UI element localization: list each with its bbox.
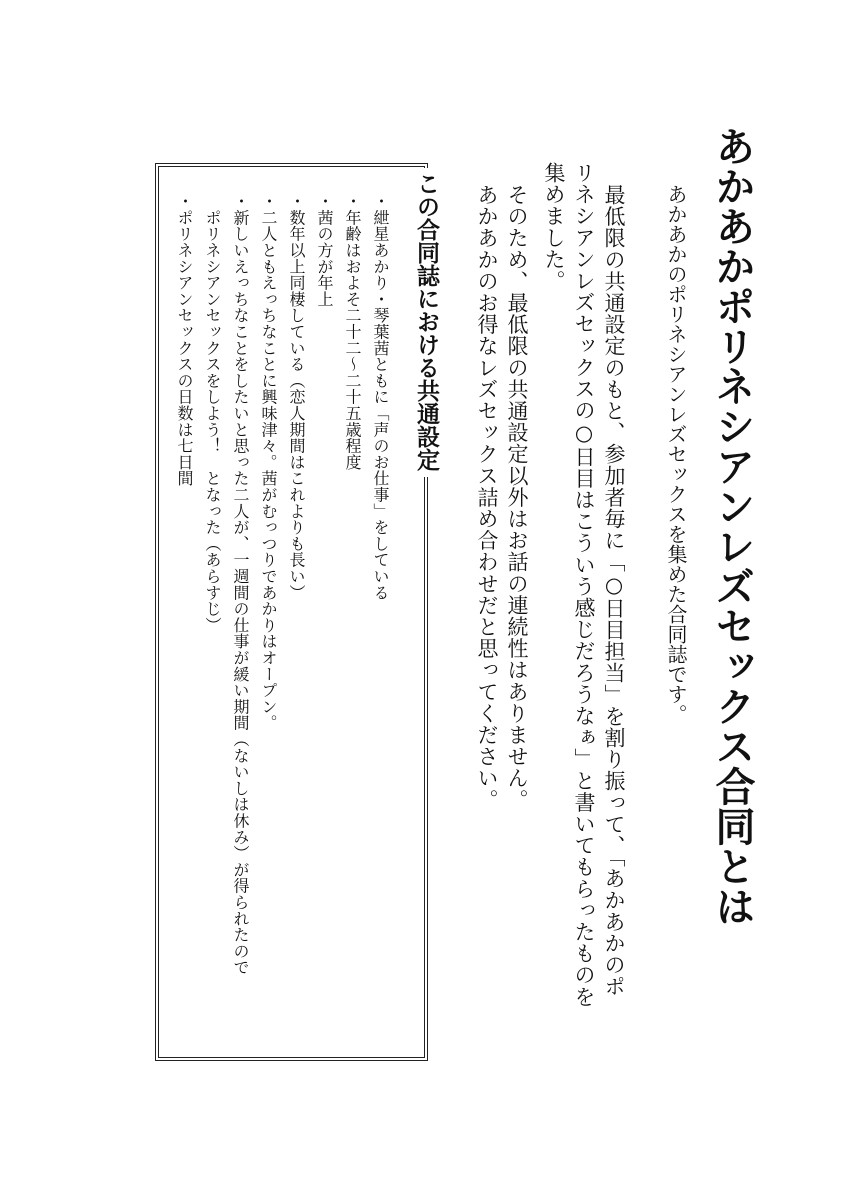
settings-list-item: ・ポリネシアンセックスの日数は七日間: [175, 193, 194, 487]
paragraph-line: そのため、最低限の共通設定以外はお話の連続性はありません。: [505, 184, 529, 811]
settings-list-item: ・紲星あかり・琴葉茜ともに「声のお仕事」をしている: [371, 193, 390, 601]
paragraph-line: 最低限の共通設定のもと、参加者毎に「○日目担当」を割り振って、「あかあかのポ: [602, 184, 626, 998]
settings-list-item: ・茜の方が年上: [315, 193, 334, 308]
settings-list-item: ・年齢はおよそ二十二〜二十五歳程度: [343, 193, 362, 471]
settings-list-item: ・新しいえっちなことをしたいと思った二人が、一週間の仕事が緩い期間（ないしは休み）が得られたので: [231, 193, 250, 976]
settings-list-item: ・二人ともえっちなことに興味津々。茜がむっつりであかりはオープン。: [259, 193, 278, 731]
settings-list-item: ポリネシアンセックスをしよう！ となった（あらすじ）: [203, 193, 222, 634]
common-settings-heading: この合同誌における共通設定: [414, 168, 437, 477]
paragraph-line: 集めました。: [542, 162, 566, 292]
page-title: あかあかポリネシアンレズセックス合同とは: [709, 126, 755, 926]
paragraph-line: あかあかのお得なレズセックス詰め合わせだと思ってください。: [475, 184, 499, 811]
settings-list-item: ・数年以上同棲している（恋人期間はこれよりも長い）: [287, 193, 306, 601]
subtitle: あかあかのポリネシアンレズセックスを集めた合同誌です。: [664, 184, 688, 724]
paragraph-line: リネシアンレズセックスの○日目はこういう感じだろうなぁ」と書いてもらったものを: [572, 162, 596, 1008]
